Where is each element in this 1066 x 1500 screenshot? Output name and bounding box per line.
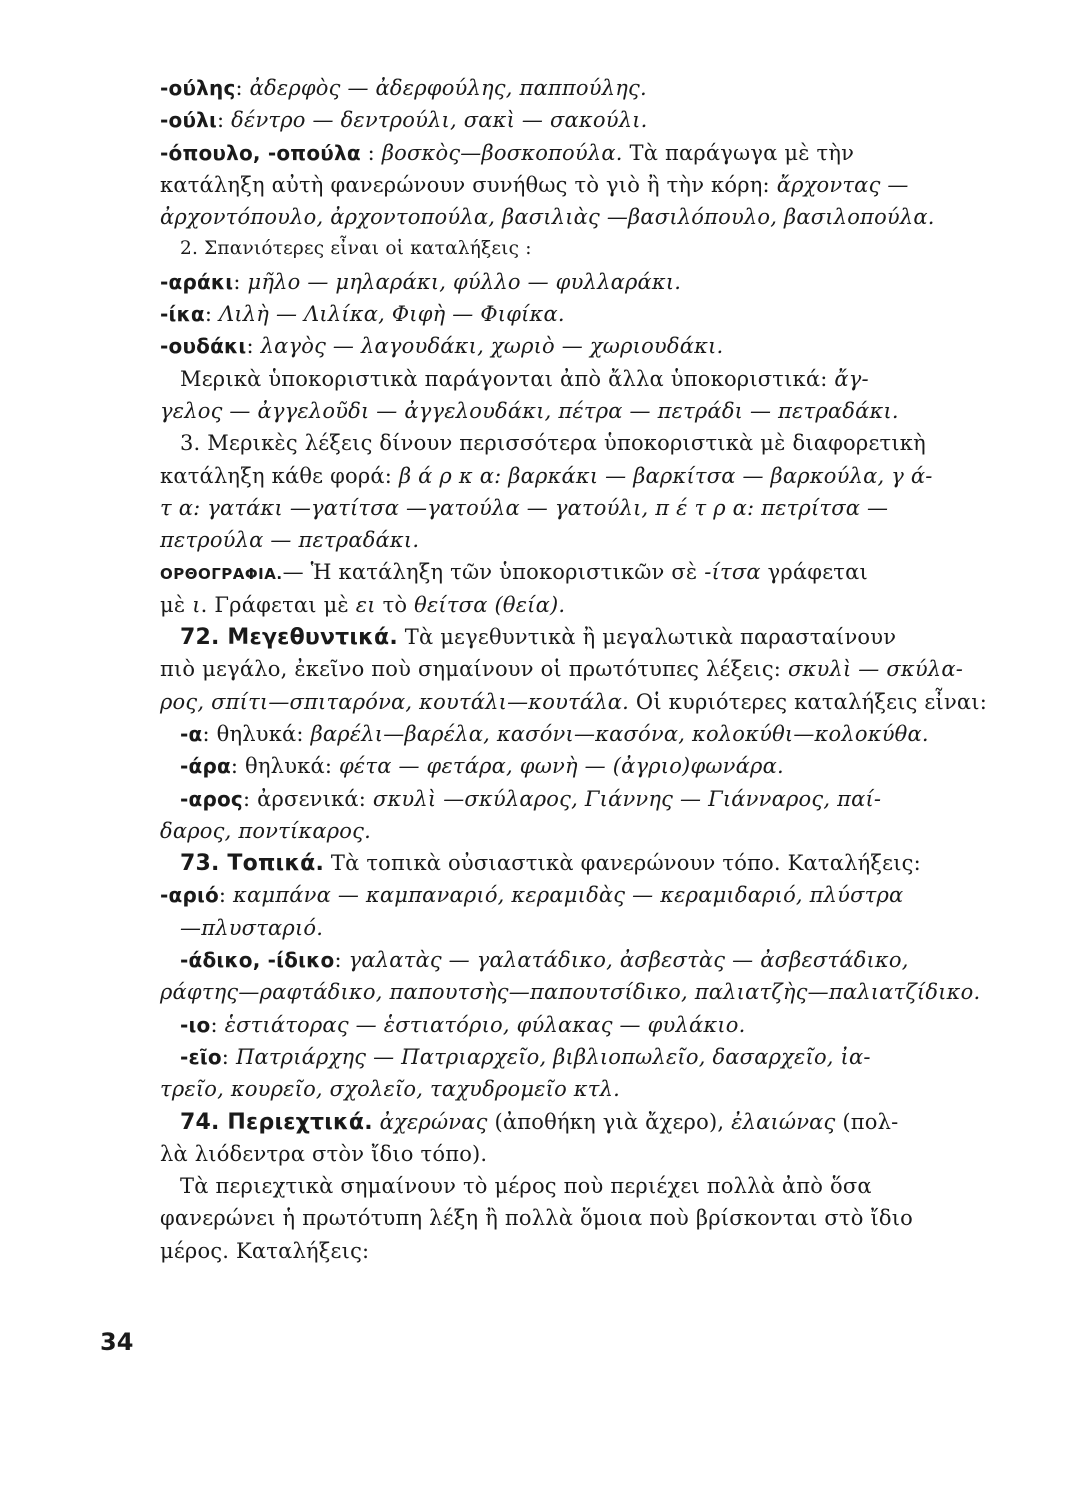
text-line: [160, 395, 930, 427]
text-span: ἀρχοντόπουλο, ἀρχοντοπούλα, βασιλιὰς —βασιλόπουλο, βασιλοπούλα.: [160, 205, 935, 230]
text-span: βαρέλι—βαρέλα, κασόνι—κασόνα, κολοκύθι—κολοκύθα.: [310, 721, 929, 746]
text-line: [160, 621, 930, 653]
text-span: -ούλι: [160, 108, 217, 133]
text-span: πετρούλα — πετραδάκι.: [160, 528, 420, 553]
text-span: -ούλης: [160, 76, 236, 100]
text-span: Τὰ τοπικὰ οὐσιαστικὰ φανερώνουν τόπο. Καταλήξεις:: [324, 851, 921, 876]
text-line: [160, 169, 930, 201]
text-span: τὸ: [375, 592, 415, 617]
text-span: (πολ-: [835, 1109, 899, 1134]
text-line: [160, 266, 930, 298]
text-line: [160, 233, 930, 265]
text-span: γελος — ἀγγελοῦδι — ἀγγελουδάκι, πέτρα — πετράδι — πετραδάκι.: [160, 398, 899, 423]
text-span: δαρος, ποντίκαρος.: [160, 818, 371, 843]
text-line: [160, 72, 930, 104]
text-span: : θηλυκά:: [230, 754, 340, 779]
text-span: λαγὸς — λαγουδάκι, χωριὸ — χωριουδάκι.: [260, 334, 724, 359]
text-span: :: [334, 948, 349, 973]
text-line: [160, 944, 930, 976]
text-span: : θηλυκά:: [202, 721, 311, 746]
text-span: -όπουλο, -οπούλα: [160, 140, 361, 165]
text-span: 2. Σπανιότερες εἶναι οἱ καταλήξεις :: [180, 238, 532, 260]
text-span: σκυλὶ — σκύλα-: [787, 657, 963, 682]
text-line: [160, 201, 935, 233]
text-line: [160, 1170, 930, 1202]
text-line: [160, 1235, 930, 1267]
text-span: :: [233, 269, 248, 294]
text-span: :: [246, 334, 261, 359]
text-span: (ἀποθήκη γιὰ ἄχερο),: [487, 1109, 732, 1134]
text-span: 3. Μερικὲς λέξεις δίνουν περισσότερα ὑποκοριστικὰ μὲ διαφορετικὴ: [180, 431, 926, 456]
text-span: ρος, σπίτι—σπιταρόνα, κουτάλι—κουτάλα.: [160, 689, 630, 714]
text-span: -άρα: [180, 754, 231, 779]
text-span: . Γράφεται μὲ: [200, 592, 356, 617]
text-line: [160, 653, 963, 685]
text-span: :: [217, 108, 232, 133]
text-span: ράφτης—ραφτάδικο, παπουτσὴς—παπουτσίδικο, παλιατζὴς—παλιατζίδικο.: [160, 980, 981, 1005]
text-span: 72. Μεγεθυντικά.: [180, 625, 398, 651]
text-span: -άδικο, -ίδικο: [180, 948, 335, 973]
text-line: [160, 686, 988, 718]
text-span: ι: [192, 592, 201, 617]
text-line: [160, 750, 930, 782]
text-span: -ουδάκι: [160, 334, 247, 359]
text-line: [160, 524, 930, 556]
text-span: φανερώνει ἡ πρωτότυπη λέξη ἢ πολλὰ ὅμοια ποὺ βρίσκονται στὸ ἴδιο: [160, 1206, 914, 1231]
text-span: 73. Τοπικά.: [180, 851, 325, 877]
text-line: [160, 137, 930, 169]
text-line: [160, 1202, 930, 1234]
text-span: 74. Περιεχτικά.: [180, 1109, 373, 1135]
text-span: Λιλὴ — Λιλίκα, Φιφὴ — Φιφίκα.: [219, 302, 565, 327]
text-span: κατάληξη κάθε φορά:: [160, 463, 399, 488]
text-span: βοσκὸς—βοσκοπούλα.: [381, 140, 623, 165]
text-line: [160, 492, 930, 524]
text-span: ἀχερώνας: [379, 1109, 488, 1134]
text-span: Τὰ περιεχτικὰ σημαίνουν τὸ μέρος ποὺ περιέχει πολλὰ ἀπὸ ὅσα: [180, 1174, 872, 1199]
text-span: σκυλὶ —σκύλαρος, Γιάννης — Γιάνναρος, παί-: [372, 786, 882, 811]
text-line: [160, 104, 930, 136]
text-span: δέντρο — δεντρούλι, σακὶ — σακούλι.: [231, 108, 648, 133]
text-span: ἑστιάτορας — ἑστιατόριο, φύλακας — φυλάκιο.: [224, 1012, 746, 1037]
text-span: —πλυσταριό.: [180, 915, 324, 940]
text-line: [160, 879, 930, 911]
text-span: Μερικὰ ὑποκοριστικὰ παράγονται ἀπὸ ἄλλα ὑποκοριστικά:: [180, 366, 835, 391]
text-span: -α: [180, 721, 203, 746]
page-body: [160, 72, 988, 1267]
text-line: [160, 912, 930, 944]
text-line: [160, 847, 930, 879]
text-span: — Ἡ κατάληξη τῶν ὑποκοριστικῶν σὲ: [282, 560, 705, 585]
text-span: ΟΡΘΟΓΡΑΦΙΑ.: [160, 565, 283, 584]
text-span: λὰ λιόδεντρα στὸν ἴδιο τόπο).: [160, 1141, 488, 1166]
text-span: :: [360, 140, 382, 165]
text-span: -ίτσα: [704, 560, 761, 585]
text-span: -ιο: [180, 1012, 211, 1037]
text-line: [160, 363, 930, 395]
text-span: τ α: γατάκι —γατίτσα —γατούλα — γατούλι, π έ τ ρ α: πετρίτσα —: [160, 495, 889, 520]
text-span: Οἱ κυριότερες καταλήξεις εἶναι:: [629, 689, 988, 714]
text-span: Τὰ μεγεθυντικὰ ἢ μεγαλωτικὰ παρασταίνουν: [397, 625, 897, 650]
text-span: γράφεται: [760, 560, 868, 585]
text-line: [160, 460, 933, 492]
text-span: β ά ρ κ α: βαρκάκι — βαρκίτσα — βαρκούλα, γ ά-: [398, 463, 933, 488]
text-span: : ἀρσενικά:: [242, 786, 373, 811]
text-line: [160, 589, 930, 621]
text-span: -αριό: [160, 883, 219, 908]
text-span: :: [218, 883, 234, 908]
text-line: [160, 815, 930, 847]
text-span: μὲ: [160, 592, 193, 617]
text-span: [373, 1110, 380, 1134]
text-line: [160, 783, 930, 815]
text-span: :: [221, 1044, 236, 1069]
text-span: γαλατὰς — γαλατάδικο, ἀσβεστὰς — ἀσβεστάδικο,: [348, 948, 909, 973]
text-line: [160, 330, 930, 362]
text-span: :: [210, 1012, 225, 1037]
page-number: 34: [100, 1328, 134, 1356]
text-line: [160, 1138, 930, 1170]
text-span: μέρος. Καταλήξεις:: [160, 1238, 370, 1263]
text-span: :: [204, 302, 219, 327]
text-span: Τὰ παράγωγα μὲ τὴν: [622, 140, 855, 165]
text-span: ἀδερφὸς — ἀδερφούλης, παππούλης.: [249, 76, 647, 100]
text-line: [160, 298, 930, 330]
text-line: [160, 1073, 930, 1105]
text-span: ἄρχοντας —: [776, 172, 909, 197]
text-span: ει: [355, 592, 376, 617]
text-span: μῆλο — μηλαράκι, φύλλο — φυλλαράκι.: [247, 269, 682, 294]
text-span: πιὸ μεγάλο, ἐκεῖνο ποὺ σημαίνουν οἱ πρωτότυπες λέξεις:: [160, 657, 788, 682]
text-line: [160, 976, 981, 1008]
text-span: -ίκα: [160, 302, 205, 327]
text-line: [160, 1009, 930, 1041]
text-line: [160, 556, 930, 588]
text-span: τρεῖο, κουρεῖο, σχολεῖο, ταχυδρομεῖο κτλ.: [160, 1077, 620, 1102]
text-span: φέτα — φετάρα, φωνὴ — (ἀγριο)φωνάρα.: [339, 754, 784, 779]
text-span: καμπάνα — καμπαναριό, κεραμιδὰς — κεραμιδαριό, πλύστρα: [233, 883, 904, 908]
text-line: [160, 718, 930, 750]
text-line: [160, 1041, 930, 1073]
text-span: θείτσα (θεία).: [414, 592, 566, 617]
text-line: [160, 427, 930, 459]
text-span: ἄγ-: [834, 366, 869, 391]
text-span: κατάληξη αὐτὴ φανερώνουν συνήθως τὸ γιὸ ἢ τὴν κόρη:: [160, 172, 777, 197]
text-span: -εῖο: [180, 1044, 222, 1069]
text-span: :: [235, 76, 250, 100]
text-span: ἐλαιώνας: [731, 1109, 836, 1134]
text-span: -αράκι: [160, 269, 234, 294]
text-span: -αρος: [180, 786, 243, 811]
text-span: Πατριάρχης — Πατριαρχεῖο, βιβλιοπωλεῖο, δασαρχεῖο, ἰα-: [235, 1044, 871, 1069]
text-line: [160, 1106, 930, 1138]
